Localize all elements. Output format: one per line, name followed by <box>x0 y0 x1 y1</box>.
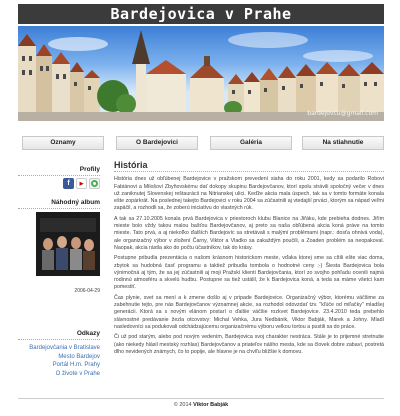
nav-galeria[interactable]: Galéria <box>210 136 292 150</box>
nav-o-bardejovici[interactable]: O Bardejovici <box>116 136 198 150</box>
links-list <box>29 344 100 378</box>
main-content <box>114 162 384 398</box>
link-mesto-bardejov[interactable]: Mesto Bardejov <box>58 353 100 360</box>
youtube-icon[interactable]: ▶ <box>76 178 87 189</box>
album-date: 2006-04-29 <box>74 288 100 294</box>
page <box>18 0 384 416</box>
content-title: História <box>114 162 384 172</box>
history-paragraph: Či už pod starým, alebo pod novým vedením, Bardejovica svoj charakter nestráca. Stále je to prijemné stretnutie (ako niekedy hlásil mestský rozhlas) Bardejovčanov a priateľov nášho mesta, kde sa človek dobre zabaví, postretá dlho nevidených známych, čo to popije, ale hlavne je na chvíľu bližšie k domovu. <box>114 334 384 355</box>
link-o-zivote-v-prahe[interactable]: O živote v Prahe <box>55 370 100 377</box>
footer <box>18 402 384 408</box>
nav-oznamy[interactable]: Oznamy <box>22 136 104 150</box>
footer-copyright: © 2014 <box>173 402 192 408</box>
chat-glyph <box>90 179 99 188</box>
facebook-icon[interactable]: f <box>63 178 74 189</box>
footer-author: Viktor Babják <box>193 402 229 408</box>
main-nav <box>18 136 384 150</box>
links-heading: Odkazy <box>18 330 100 340</box>
album-photo-image <box>36 212 100 276</box>
link-portal-prahy[interactable]: Portál H.m. Prahy <box>52 362 100 368</box>
history-paragraph: A tak sa 27.10.2005 konala prvá Bardejovica v priestoroch klubu Blanice na Jiřáku, kde prebieha dodnes. Jiřím mieste bolo vždy takou malou bašťou Bardejovčanov, aj preto sa naša obľúbená akcia koná práve na tomto mieste. Tato prvá, a aj niekoľko ďalších Bardejovíc sa stretávali s malými problémami (napr.: dosťa ohnivá voda), ale organizačný výbor v zložení Čarny, Viktor a Vladko sa zakaždým poučili, a Zoaden problém sa neopakoval. Naopak, akcia rástla ako do počtu účastníkov, tak do krásy. <box>114 215 384 251</box>
profily-heading: Profily <box>18 166 100 176</box>
sidebar <box>18 160 100 390</box>
history-paragraph: História dnes už obľúbenej Bardejovice v pražskom prevedení siaha do roku 2001, kedy sa podarilo Robovi Fabiánovi a Milošovi Zbyňovskému dať dokopy skupinu Bardejovčanov, ktorí spolu strávili spoločný večer v dnes už zaniknutej Slovenskej reštaurácii na Nitrianskej ulici. Keďže akcia mala úspech, tak sa v tomto formáte konala ešte zopárkrát. Na poslednej takejto Bardejovici v roku 2004 sa zúčastnili aj vtedajší prváci, ktorým sa nápad veľmi zapáčil, a rozhodli sa, že zoberú iniciatívu do vlastných rúk. <box>114 176 384 212</box>
random-album-photo[interactable] <box>36 212 100 276</box>
chat-icon[interactable] <box>89 178 100 189</box>
footer-divider <box>18 398 384 399</box>
banner-photo <box>18 26 384 121</box>
history-paragraph: Postupne pribudla prezentácia o našom krásnom historickom meste, vďaka ktorej sme sa cítili ešte viac doma, zbytok sa hudobná časť programu a taktiež pribudla tombola o hodnotné ceny ;-) Šiesta Bardejovica bola výnimočná aj tým, že sa jej zúčastnili aj moji Pražskí klienti Bardejovčania, ktorí zo svojho pohľadu ocenili najmä rodinnú atmosféru a skvelú hudbu. Postupne sa tiež ustálil, že k Bardejovica koná, a teda sa máme všetci kam pomestiť. <box>114 255 384 291</box>
site-title: Bardejovica v Prahe <box>18 4 384 24</box>
social-icons <box>61 178 100 190</box>
random-album-heading: Náhodný album <box>18 199 100 209</box>
banner-town-illustration <box>18 26 384 121</box>
history-paragraph: Čas plynie, svet sa mení a k zmene došlo aj v pripade Bardejovice. Organizačný výbor, ktorému väčšime za zabehnutie tejto, pre nás Bardejovčanov významnej akcie, sa rozhodol odovzdať tzv. "kľúče od miľačky" mladšej generácii. Ktorá sa s novým elánom postarí o ďalšie väčšie rozkvet Bardejovice. 23.4.2010 teda prebehlo slávnostné predávanie žezla otcovstvy: Michal Vehka, Jura Nedbánik, Viktor Babják, Marek a Johny. Mladí nasledovníci sa podukovali odchádzajúcemu organizačnému výboru velkou tortou a pustili sa do práce. <box>114 294 384 330</box>
banner-caption: bardejovcu@gmail.com <box>307 110 378 117</box>
nav-na-stiahnutie[interactable]: Na stiahnutie <box>302 136 384 150</box>
link-bardejovcania-bratislava[interactable]: Bardejovčania v Bratislave <box>29 345 100 351</box>
